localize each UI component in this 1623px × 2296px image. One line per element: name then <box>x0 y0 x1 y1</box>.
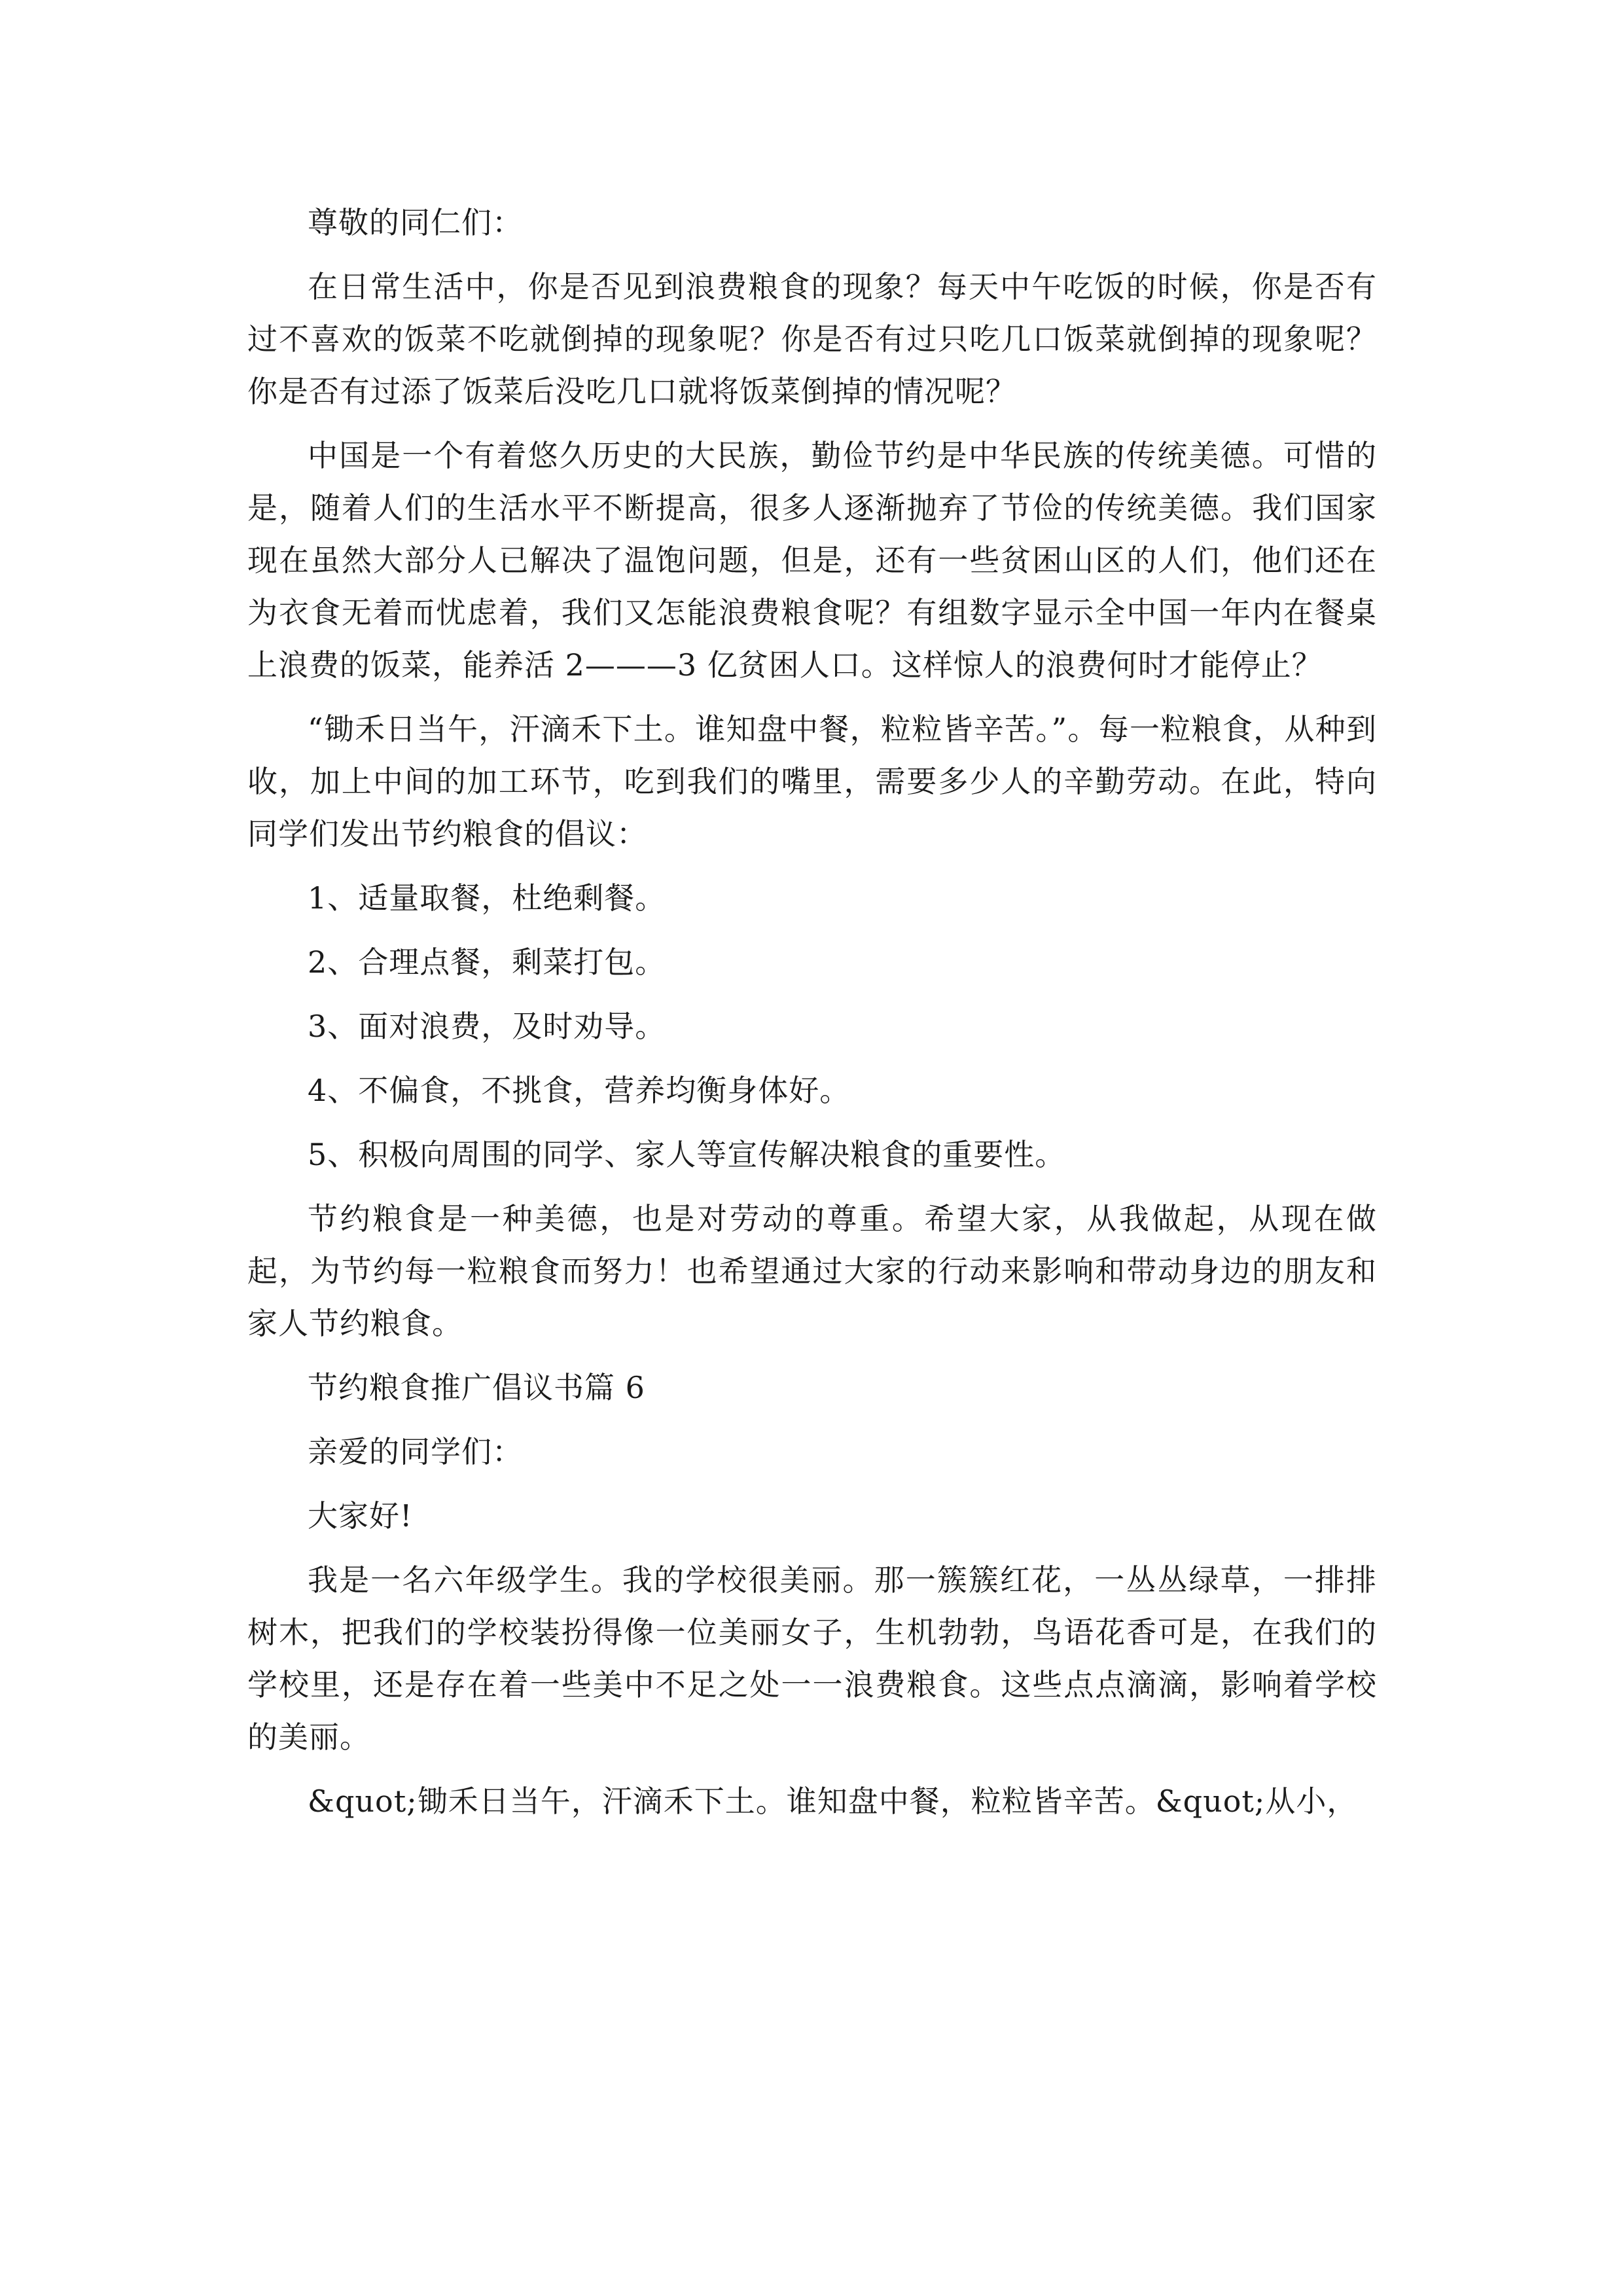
document-body <box>247 196 1377 1839</box>
proposal-item: 2、合理点餐，剩菜打包。 <box>308 944 666 980</box>
paragraph: “锄禾日当午，汗滴禾下土。谁知盘中餐，粒粒皆辛苦。”。每一粒粮食，从种到收，加上中间的加工环节，吃到我们的嘴里，需要多少人的辛勤劳动。在此，特向同学们发出节约粮食的倡议： <box>247 711 1377 852</box>
section-title: 节约粮食推广倡议书篇 6 <box>308 1370 645 1405</box>
paragraph: 我是一名六年级学生。我的学校很美丽。那一簇簇红花，一丛丛绿草，一排排树木，把我们的学校装扮得像一位美丽女子，生机勃勃，鸟语花香可是，在我们的学校里，还是存在着一些美中不足之处一一浪费粮食。这些点点滴滴，影响着学校的美丽。 <box>247 1562 1377 1755</box>
paragraph: &quot;锄禾日当午，汗滴禾下土。谁知盘中餐，粒粒皆辛苦。&quot;从小， <box>308 1784 1358 1819</box>
paragraph: 在日常生活中，你是否见到浪费粮食的现象？每天中午吃饭的时候，你是否有过不喜欢的饭菜不吃就倒掉的现象呢？你是否有过只吃几口饭菜就倒掉的现象呢？你是否有过添了饭菜后没吃几口就将饭菜倒掉的情况呢？ <box>247 269 1377 409</box>
proposal-item: 1、适量取餐，杜绝剩餐。 <box>308 880 666 916</box>
hello-line: 大家好! <box>308 1498 413 1534</box>
proposal-item: 5、积极向周围的同学、家人等宣传解决粮食的重要性。 <box>308 1137 1066 1172</box>
greeting-2: 亲爱的同学们： <box>308 1434 523 1469</box>
paragraph: 中国是一个有着悠久历史的大民族，勤俭节约是中华民族的传统美德。可惜的是，随着人们的生活水平不断提高，很多人逐渐抛弃了节俭的传统美德。我们国家现在虽然大部分人已解决了温饱问题，但是，还有一些贫困山区的人们，他们还在为衣食无着而忧虑着，我们又怎能浪费粮食呢？有组数字显示全中国一年内在餐桌上浪费的饭菜，能养活 2———3 亿贫困人口。这样惊人的浪费何时才能停止？ <box>247 438 1377 683</box>
proposal-item: 3、面对浪费，及时劝导。 <box>308 1009 666 1044</box>
closing-paragraph: 节约粮食是一种美德，也是对劳动的尊重。希望大家，从我做起，从现在做起，为节约每一粒粮食而努力！也希望通过大家的行动来影响和带动身边的朋友和家人节约粮食。 <box>247 1201 1377 1341</box>
greeting: 尊敬的同仁们： <box>308 205 523 240</box>
proposal-item: 4、不偏食，不挑食，营养均衡身体好。 <box>308 1073 851 1108</box>
